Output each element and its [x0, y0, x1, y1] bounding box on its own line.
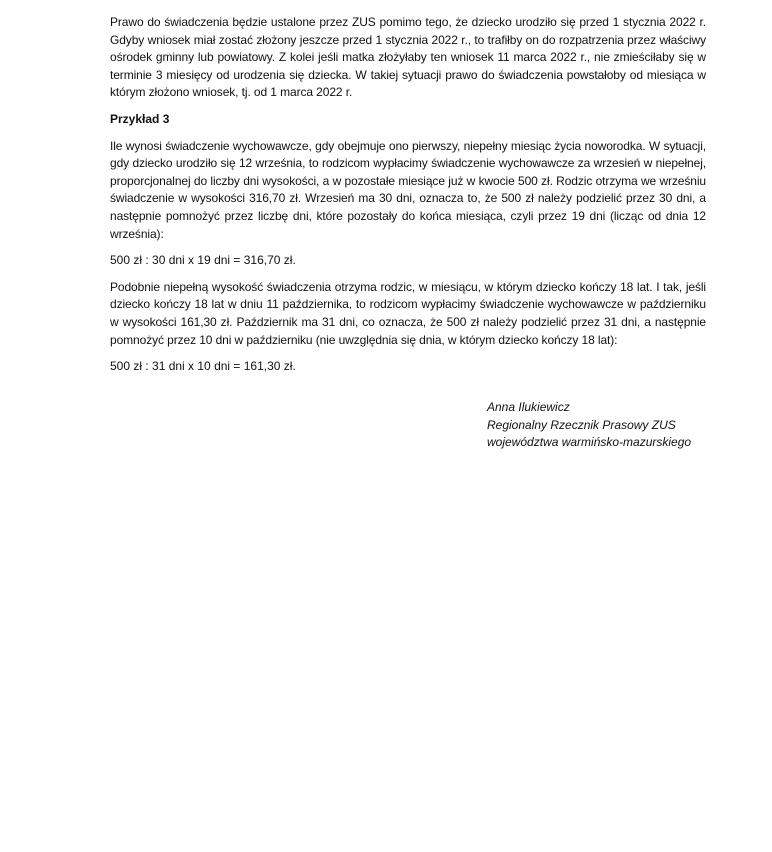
- formula-1: 500 zł : 30 dni x 19 dni = 316,70 zł.: [110, 253, 296, 268]
- signature-region: województwa warmińsko-mazurskiego: [487, 435, 692, 450]
- signature-title: Regionalny Rzecznik Prasowy ZUS: [487, 417, 676, 432]
- example-heading: Przykład 3: [110, 111, 170, 126]
- intro-paragraph: Prawo do świadczenia będzie ustalone przez ZUS pomimo tego, że dziecko urodziło się przed 1 stycznia 2022 r. Gdyby wniosek miał zostać złożony jeszcze przed 1 stycznia 2022 r., to trafiłby on do rozpatrzenia przez właściwy ośrodek gminny lub powiatowy. Z kolei jeśli matka złożyłaby ten wniosek 11 marca 2022 r., nie zmieściłaby się w terminie 3 miesięcy od urodzenia się dziecka. W takiej sytuacji prawo do świadczenia powstałoby od miesiąca w którym złożono wniosek, tj. od 1 marca 2022 r.: [110, 15, 706, 100]
- formula-2: 500 zł : 31 dni x 10 dni = 161,30 zł.: [110, 359, 296, 374]
- example-paragraph-2: Podobnie niepełną wysokość świadczenia otrzyma rodzic, w miesiącu, w którym dziecko kończy 18 lat. I tak, jeśli dziecko kończy 18 lat w dniu 11 października, to rodzicom wypłacimy świadczenie wychowawcze w październiku w wysokości 161,30 zł. Październik ma 31 dni, co oznacza, że 500 zł należy podzielić przez 31 dni, a następnie pomnożyć przez 10 dni w październiku (nie uwzględnia się dnia, w którym dziecko kończy 18 lat):: [110, 279, 706, 347]
- example-paragraph-1: Ile wynosi świadczenie wychowawcze, gdy obejmuje ono pierwszy, niepełny miesiąc życia noworodka. W sytuacji, gdy dziecko urodziło się 12 września, to rodzicom wypłacimy świadczenie wychowawcze za wrzesień w niepełnej, proporcjonalnej do liczby dni wysokości, a w pozostałe miesiące już w kwocie 500 zł. Rodzic otrzyma we wrześniu świadczenie w wysokości 316,70 zł. Wrzesień ma 30 dni, oznacza to, że 500 zł należy podzielić przez 30 dni, a następnie pomnożyć przez liczbę dni, które pozostały do końca miesiąca, czyli przez 19 dni (licząc od dnia 12 września):: [110, 138, 706, 241]
- signature-block: [487, 399, 691, 452]
- document-body: [110, 14, 706, 385]
- signature-name: Anna Ilukiewicz: [487, 400, 570, 414]
